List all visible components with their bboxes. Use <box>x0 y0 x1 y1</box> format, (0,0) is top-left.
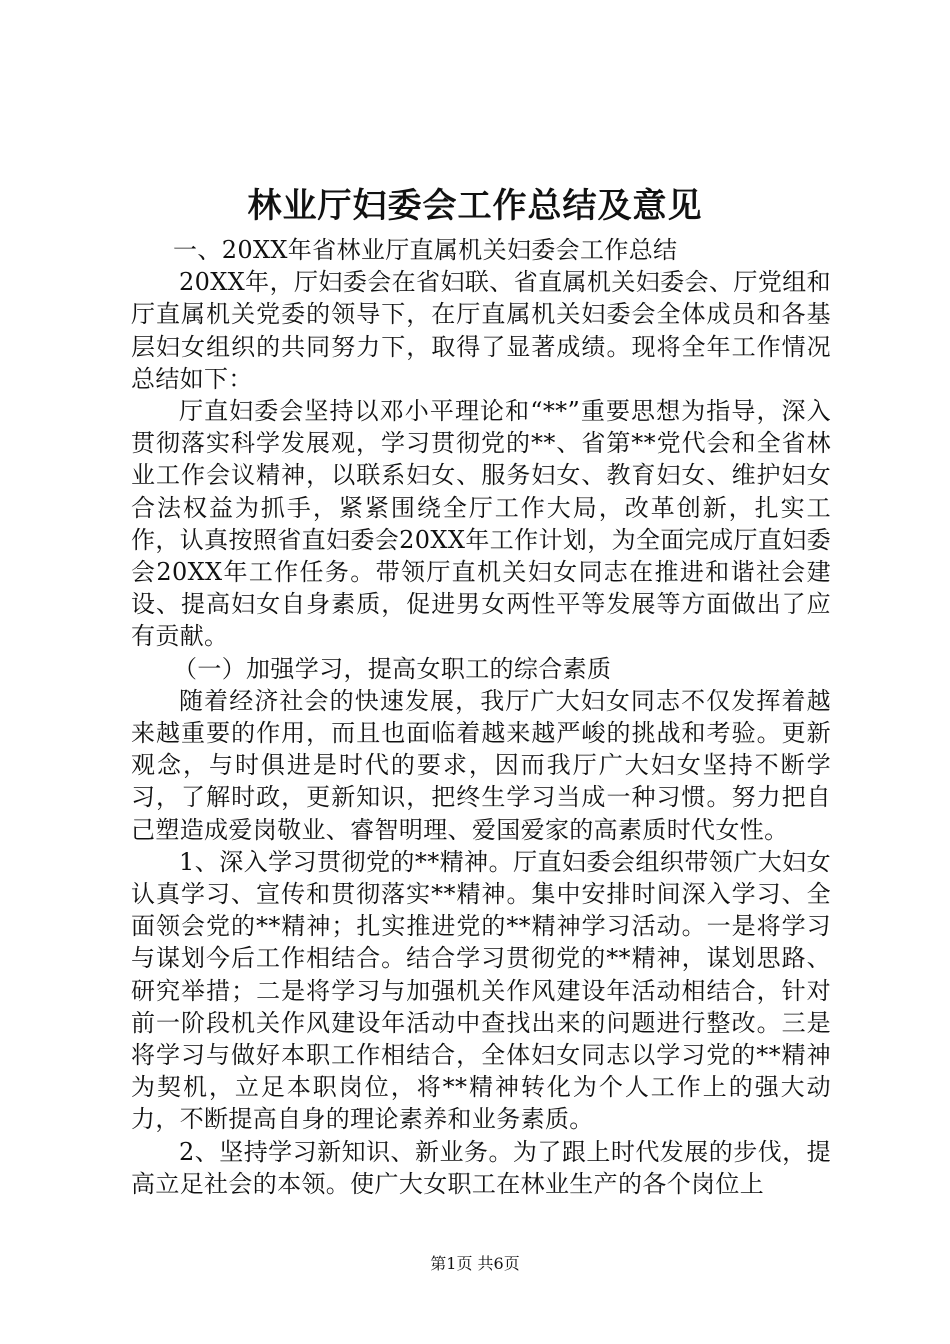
paragraph: 厅直妇委会坚持以邓小平理论和“**”重要思想为指导，深入贯彻落实科学发展观，学习贯彻党的**、省第**党代会和全省林业工作会议精神，以联系妇女、服务妇女、教育妇女、维护妇女合法权益为抓手，紧紧围绕全厅工作大局，改革创新，扎实工作，认真按照省直妇委会20XX年工作计划，为全面完成厅直妇委会20XX年工作任务。带领厅直机关妇女同志在推进和谐社会建设、提高妇女自身素质，促进男女两性平等发展等方面做出了应有贡献。 <box>131 397 831 651</box>
paragraph: 1、深入学习贯彻党的**精神。厅直妇委会组织带领广大妇女认真学习、宣传和贯彻落实**精神。集中安排时间深入学习、全面领会党的**精神；扎实推进党的**精神学习活动。一是将学习与谋划今后工作相结合。结合学习贯彻党的**精神，谋划思路、研究举措；二是将学习与加强机关作风建设年活动相结合，针对前一阶段机关作风建设年活动中查找出来的问题进行整改。三是将学习与做好本职工作相结合，全体妇女同志以学习党的**精神为契机，立足本职岗位，将**精神转化为个人工作上的强大动力，不断提高自身的理论素养和业务素质。 <box>131 847 831 1134</box>
section-heading: 一、20XX年省林业厅直属机关妇委会工作总结 <box>173 236 678 264</box>
subsection-heading: （一）加强学习，提高女职工的综合素质 <box>173 654 612 683</box>
paragraph: 随着经济社会的快速发展，我厅广大妇女同志不仅发挥着越来越重要的作用，而且也面临着越来越严峻的挑战和考验。更新观念，与时俱进是时代的要求，因而我厅广大妇女坚持不断学习，了解时政，更新知识，把终生学习当成一种习惯。努力把自己塑造成爱岗敬业、睿智明理、爱国爱家的高素质时代女性。 <box>131 686 831 844</box>
document-title: 林业厅妇委会工作总结及意见 <box>247 186 703 226</box>
paragraph: 20XX年，厅妇委会在省妇联、省直属机关妇委会、厅党组和厅直属机关党委的领导下，在厅直属机关妇委会全体成员和各基层妇女组织的共同努力下，取得了显著成绩。现将全年工作情况总结如下： <box>131 268 831 393</box>
page-footer: 第1页 共6页 <box>430 1254 520 1273</box>
paragraph: 2、坚持学习新知识、新业务。为了跟上时代发展的步伐，提高立足社会的本领。使广大女职工在林业生产的各个岗位上 <box>131 1137 831 1198</box>
document-body <box>131 234 831 1200</box>
